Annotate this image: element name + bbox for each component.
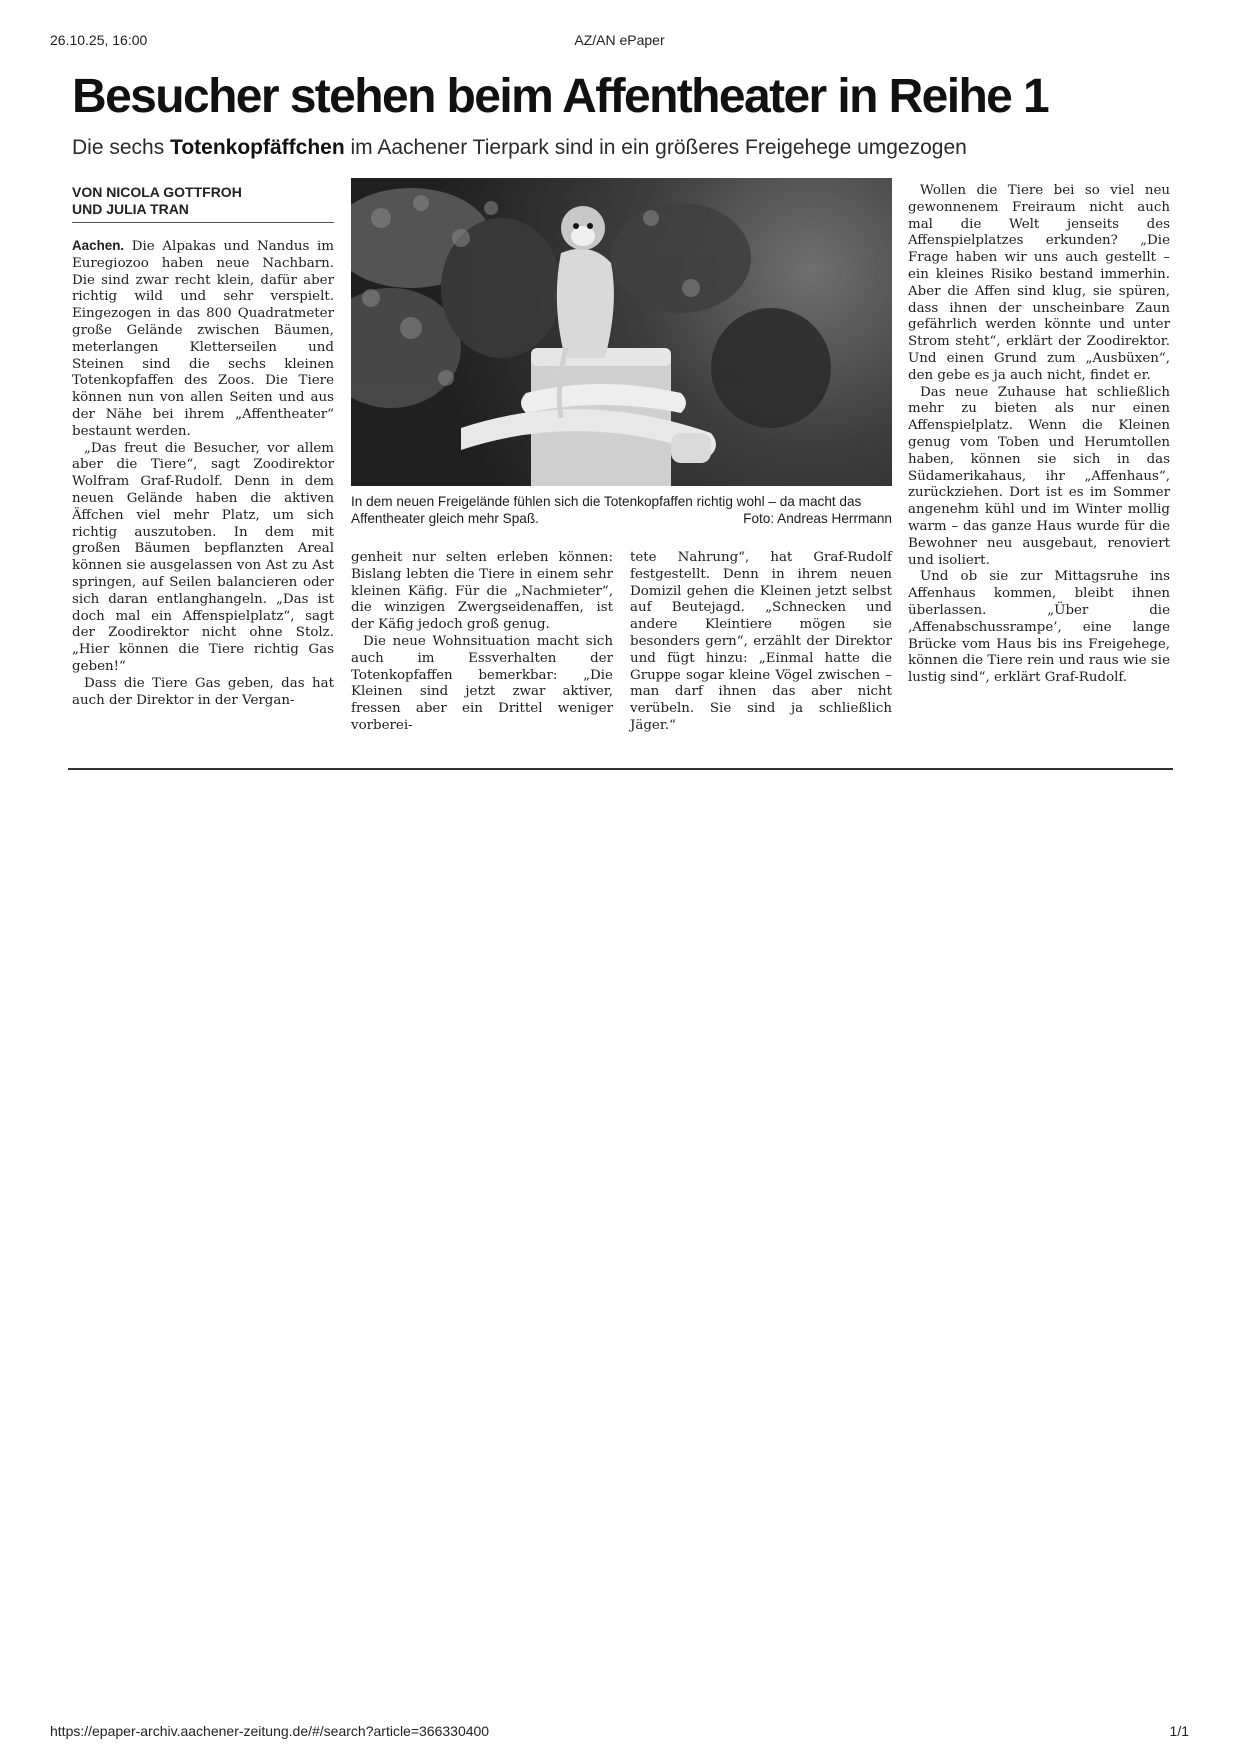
article-column-3	[630, 550, 892, 735]
byline	[72, 184, 334, 223]
paragraph	[72, 238, 334, 441]
paragraph: Und ob sie zur Mittagsruhe ins Affenhaus kommen, bleibt ihnen überlassen. „Über die ‚Affenabschussrampe’, eine lange Brücke vom Haus bis ins Freigehege, können die Tiere rein und raus wie sie lustig sind“, erklärt Graf-Rudolf.	[908, 569, 1170, 686]
paragraph: Die neue Wohnsituation macht sich auch im Essverhalten der Totenkopfaffen bemerkbar: „Die Kleinen sind jetzt zwar aktiver, fressen aber ein Drittel weniger vorberei-	[351, 633, 613, 733]
article-bottom-rule	[68, 768, 1173, 770]
photo-credit: Foto: Andreas Herrmann	[743, 511, 892, 526]
paragraph-text: Die Alpakas und Nandus im Euregiozoo haben neue Nachbarn. Die sind zwar recht klein, dafür aber richtig wild und sehr verspielt. Eingezogen in das 800 Quadratmeter große Gelände zwischen Bäumen, meterlangen Kletterseilen und Steinen sind die sechs kleinen Totenkopfaffen des Zoos. Die Tiere können nun von allen Seiten und aus der Nähe bei ihrem „Affentheater“ bestaunt werden.	[72, 239, 335, 439]
article-photo-squirrel-monkey	[351, 178, 892, 486]
paragraph: tete Nahrung“, hat Graf-Rudolf festgestellt. Denn in ihrem neuen Domizil gehen die Kleinen jetzt selbst auf Beutejagd. „Schnecken und andere Kleintiere mögen sie besonders gern“, erzählt der Direktor und fügt hinzu: „Einmal hatte die Gruppe sogar kleine Vögel zwischen – man darf ihnen das aber nicht verübeln. Sie sind ja schließlich Jäger.“	[630, 550, 892, 733]
byline-line-1: VON NICOLA GOTTFROH	[72, 184, 242, 200]
paragraph: „Das freut die Besucher, vor allem aber die Tiere“, sagt Zoodirektor Wolfram Graf-Rudolf. Denn in dem neuen Gelände haben die aktiven Äffchen viel mehr Platz, um sich richtig auszutoben. In dem mit großen Bäumen bepflanzten Areal können sie ausgelassen von Ast zu Ast springen, auf Seilen balancieren oder sich daran entlanghangeln. „Das ist doch mal ein Affenspielplatz“, sagt der Zoodirektor nicht ohne Stolz. „Hier können die Tiere richtig Gas geben!“	[72, 440, 334, 674]
photo-caption	[351, 493, 892, 527]
dateline: Aachen.	[72, 238, 125, 253]
subhead-text-before: Die sechs	[72, 136, 171, 159]
print-date: 26.10.25, 16:00	[50, 32, 148, 48]
print-header-title: AZ/AN ePaper	[574, 32, 665, 48]
subhead-text-after: im Aachener Tierpark sind in ein größeres Freigehege umgezogen	[344, 136, 967, 159]
byline-line-2: UND JULIA TRAN	[72, 201, 189, 217]
article-column-2	[351, 550, 613, 735]
print-footer-page-number: 1/1	[1169, 1723, 1189, 1739]
monkey-photo-illustration	[351, 178, 892, 486]
subhead-bold-keyword: Totenkopfäffchen	[170, 136, 345, 159]
caption-text: In dem neuen Freigelände fühlen sich die Totenkopfaffen richtig wohl – da macht das Affentheater gleich mehr Spaß.	[351, 494, 862, 526]
paragraph: Wollen die Tiere bei so viel neu gewonnenem Freiraum nicht auch mal die Welt jenseits des Affenspielplatzes erkunden? „Die Frage haben wir uns auch gestellt – ein kleines Risiko bestand immerhin. Aber die Affen sind klug, sie spüren, dass ihnen der unscheinbare Zaun gefährlich werden könnte und unter Strom steht“, erklärt der Zoodirektor. Und einen Grund zum „Ausbüxen“, den gebe es ja auch nicht, findet er.	[908, 183, 1170, 383]
print-footer-url: https://epaper-archiv.aachener-zeitung.de/#/search?article=366330400	[50, 1723, 490, 1739]
article-subhead	[72, 136, 1172, 160]
article-headline: Besucher stehen beim Affentheater in Reihe 1	[72, 70, 1049, 123]
article-column-1	[72, 238, 334, 709]
paragraph: Dass die Tiere Gas geben, das hat auch der Direktor in der Vergan-	[72, 675, 334, 708]
paragraph: Das neue Zuhause hat schließlich mehr zu bieten als nur einen Affenspielplatz. Wenn die Kleinen genug vom Toben und Herumtollen haben, können sie sich in das Südamerikahaus, ihr „Affenhaus“, zurückziehen. Dort ist es im Sommer angenehm kühl und im Winter mollig warm – das ganze Haus wurde für die Bewohner neu ausgebaut, renoviert und isoliert.	[908, 384, 1170, 568]
article-column-4	[908, 183, 1170, 687]
paragraph: genheit nur selten erleben können: Bislang lebten die Tiere in einem sehr kleinen Käfig. Für die „Nachmieter“, die winzigen Zwergseidenaffen, ist der Käfig jedoch groß genug.	[351, 550, 613, 633]
